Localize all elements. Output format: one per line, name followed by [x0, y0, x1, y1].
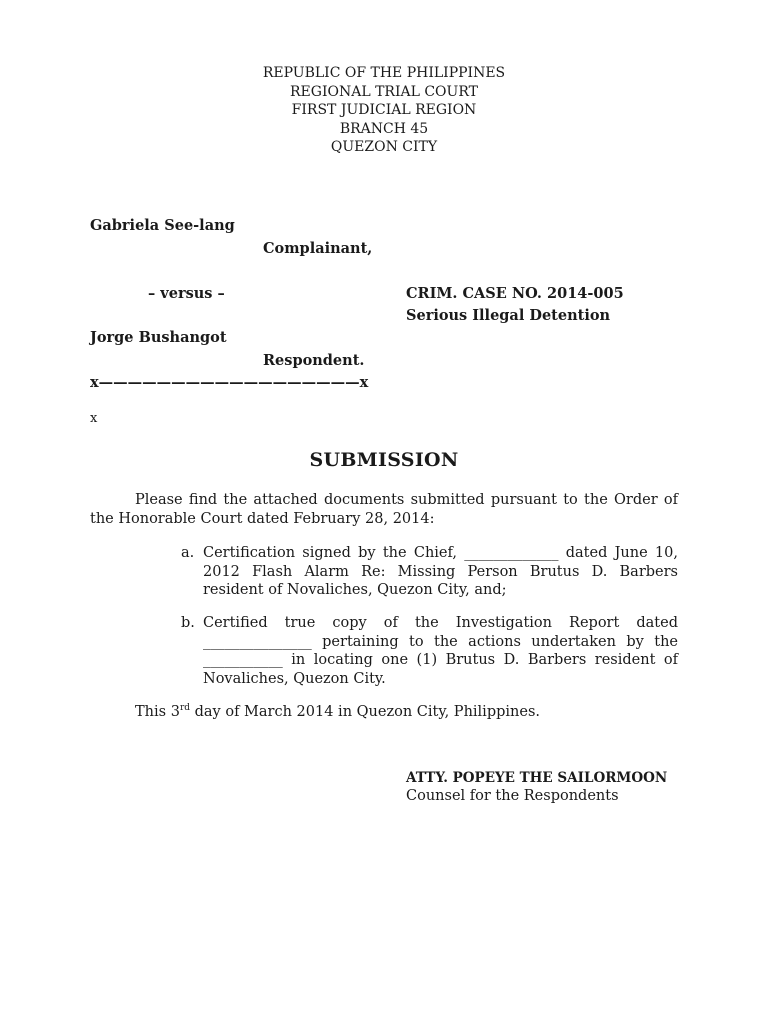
signatory-name: ATTY. POPEYE THE SAILORMOON [406, 770, 668, 786]
header-line-republic: REPUBLIC OF THE PHILIPPINES [262, 65, 506, 81]
court-header [0, 64, 768, 157]
list-item [181, 544, 678, 600]
document-title: SUBMISSION [309, 449, 459, 471]
signatory-role: Counsel for the Respondents [406, 788, 619, 804]
stray-x-mark: x [90, 411, 98, 426]
header-line-city: QUEZON CITY [330, 139, 438, 155]
closing-text-pre: This 3 [135, 703, 180, 720]
header-line-branch: BRANCH 45 [339, 120, 429, 137]
complainant-label: Complainant, [263, 240, 373, 257]
list-marker: b. [181, 615, 195, 631]
caption-separator: x——————————————————x [90, 374, 369, 391]
list-item [181, 614, 678, 688]
list-item-text: Certified true copy of the Investigation Report dated _______________ pertaining to the actions undertaken by the ___________ in locating one (1) Brutus D. Barbers resident of Novaliches, Quezon City. [203, 615, 678, 687]
case-nature: Serious Illegal Detention [406, 307, 611, 324]
header-line-region: FIRST JUDICIAL REGION [291, 102, 477, 118]
intro-paragraph [90, 491, 678, 528]
respondent-name: Jorge Bushangot [90, 329, 227, 346]
list-marker: a. [181, 545, 195, 561]
closing-paragraph [135, 703, 540, 720]
case-number: CRIM. CASE NO. 2014-005 [406, 285, 624, 302]
respondent-label: Respondent. [263, 352, 365, 369]
closing-ordinal-suffix: rd [179, 703, 191, 713]
closing-text-post: day of March 2014 in Quezon City, Philippines. [190, 703, 540, 720]
intro-text: Please find the attached documents submitted pursuant to the Order of the Honorable Court dated February 28, 2014: [90, 492, 678, 527]
list-item-text: Certification signed by the Chief, _____________ dated June 10, 2012 Flash Alarm Re: Missing Person Brutus D. Barbers resident of Novaliches, Quezon City, and; [203, 545, 678, 598]
versus-label: – versus – [148, 285, 225, 302]
header-line-court: REGIONAL TRIAL COURT [290, 83, 478, 100]
complainant-name: Gabriela See-lang [90, 217, 235, 234]
